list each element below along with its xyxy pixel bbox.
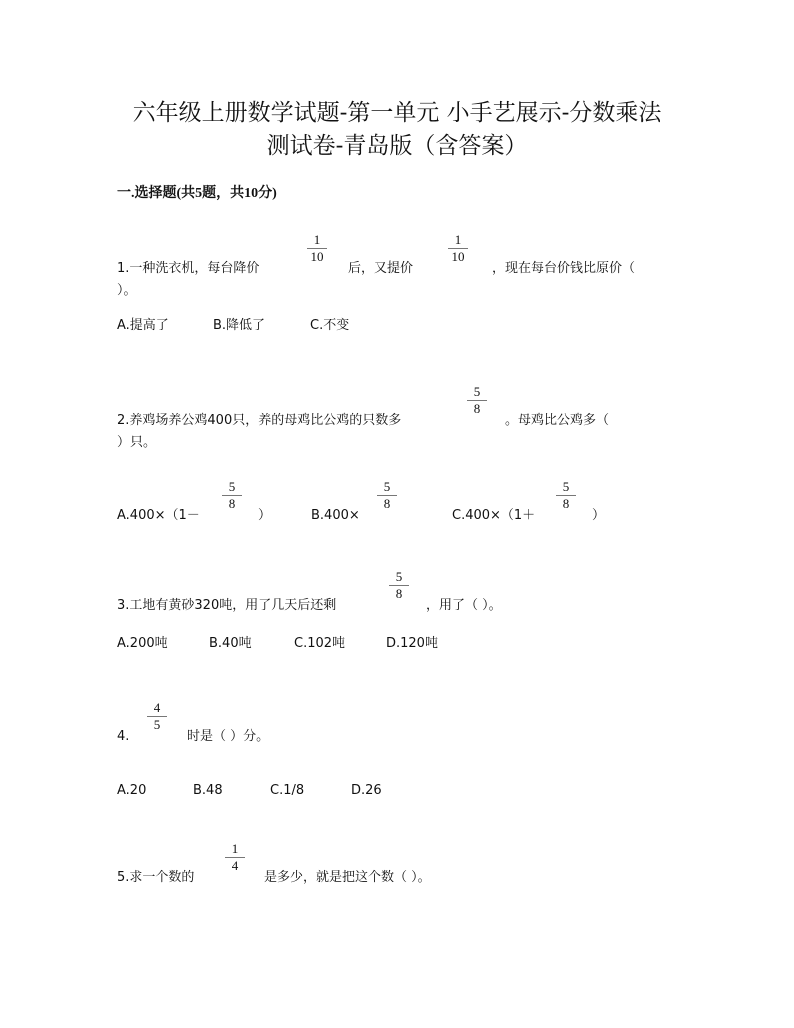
section-heading: 一.选择题(共5题，共10分) bbox=[117, 186, 277, 201]
q2-option-a-fraction bbox=[220, 480, 244, 511]
fraction-numerator: 5 bbox=[395, 569, 403, 584]
q1-text-part4: ）。 bbox=[117, 283, 137, 298]
q2-option-a-prefix: A.400×（1－ bbox=[117, 508, 200, 523]
fraction-denominator: 10 bbox=[451, 249, 465, 264]
fraction-denominator: 8 bbox=[383, 496, 391, 511]
page-title-line2: 测试卷-青岛版（含答案） bbox=[266, 133, 528, 159]
fraction-denominator: 8 bbox=[395, 586, 403, 601]
q1-text-part2: 后，又提价 bbox=[348, 261, 414, 276]
q3-option-c[interactable]: C.102吨 bbox=[294, 636, 346, 651]
fraction-numerator: 1 bbox=[231, 841, 239, 856]
fraction-denominator: 8 bbox=[473, 401, 481, 416]
q4-option-c[interactable]: C.1/8 bbox=[270, 783, 305, 798]
q1-text-part1: 1.一种洗衣机，每台降价 bbox=[117, 261, 260, 276]
q2-option-a-suffix: ） bbox=[258, 508, 272, 523]
q4-text-part2: 时是（ ）分。 bbox=[187, 729, 270, 744]
q1-fraction-1 bbox=[305, 233, 329, 264]
fraction-denominator: 8 bbox=[562, 496, 570, 511]
q1-option-c[interactable]: C.不变 bbox=[310, 318, 350, 333]
q2-option-c-fraction bbox=[554, 480, 578, 511]
q3-option-a[interactable]: A.200吨 bbox=[117, 636, 168, 651]
fraction-numerator: 4 bbox=[153, 700, 161, 715]
q5-text-part1: 5.求一个数的 bbox=[117, 870, 195, 885]
q2-option-c-prefix: C.400×（1＋ bbox=[452, 508, 536, 523]
q5-fraction-1 bbox=[223, 842, 247, 873]
fraction-numerator: 1 bbox=[454, 232, 462, 247]
q3-option-d[interactable]: D.120吨 bbox=[386, 636, 438, 651]
q2-text-part1: 2.养鸡场养公鸡400只，养的母鸡比公鸡的只数多 bbox=[117, 413, 402, 428]
fraction-denominator: 4 bbox=[231, 858, 239, 873]
q2-text-part3: ）只。 bbox=[117, 435, 157, 450]
q1-option-b[interactable]: B.降低了 bbox=[213, 318, 266, 333]
q1-text-part3: ，现在每台价钱比原价（ bbox=[492, 261, 636, 276]
fraction-numerator: 1 bbox=[313, 232, 321, 247]
fraction-numerator: 5 bbox=[473, 384, 481, 399]
q4-option-a[interactable]: A.20 bbox=[117, 783, 147, 798]
q1-fraction-2 bbox=[446, 233, 470, 264]
q3-text-part2: ，用了（ ）。 bbox=[426, 598, 502, 613]
q2-option-b-prefix: B.400× bbox=[311, 508, 360, 523]
q2-text-part2: 。母鸡比公鸡多（ bbox=[505, 413, 610, 428]
q3-text-part1: 3.工地有黄砂320吨，用了几天后还剩 bbox=[117, 598, 337, 613]
fraction-numerator: 5 bbox=[383, 479, 391, 494]
fraction-denominator: 5 bbox=[153, 717, 161, 732]
q3-fraction-1 bbox=[387, 570, 411, 601]
q4-fraction-1 bbox=[145, 701, 169, 732]
fraction-denominator: 8 bbox=[228, 496, 236, 511]
fraction-numerator: 5 bbox=[562, 479, 570, 494]
q1-option-a[interactable]: A.提高了 bbox=[117, 318, 169, 333]
q2-option-c-suffix: ） bbox=[592, 508, 606, 523]
q2-option-b-fraction bbox=[375, 480, 399, 511]
q4-option-d[interactable]: D.26 bbox=[351, 783, 382, 798]
fraction-numerator: 5 bbox=[228, 479, 236, 494]
fraction-denominator: 10 bbox=[310, 249, 324, 264]
page-title-line1: 六年级上册数学试题-第一单元 小手艺展示-分数乘法 bbox=[132, 100, 662, 126]
q4-text-part1: 4. bbox=[117, 729, 130, 744]
q4-option-b[interactable]: B.48 bbox=[193, 783, 223, 798]
q3-option-b[interactable]: B.40吨 bbox=[209, 636, 252, 651]
q5-text-part2: 是多少，就是把这个数（ ）。 bbox=[264, 870, 431, 885]
q2-fraction-1 bbox=[465, 385, 489, 416]
